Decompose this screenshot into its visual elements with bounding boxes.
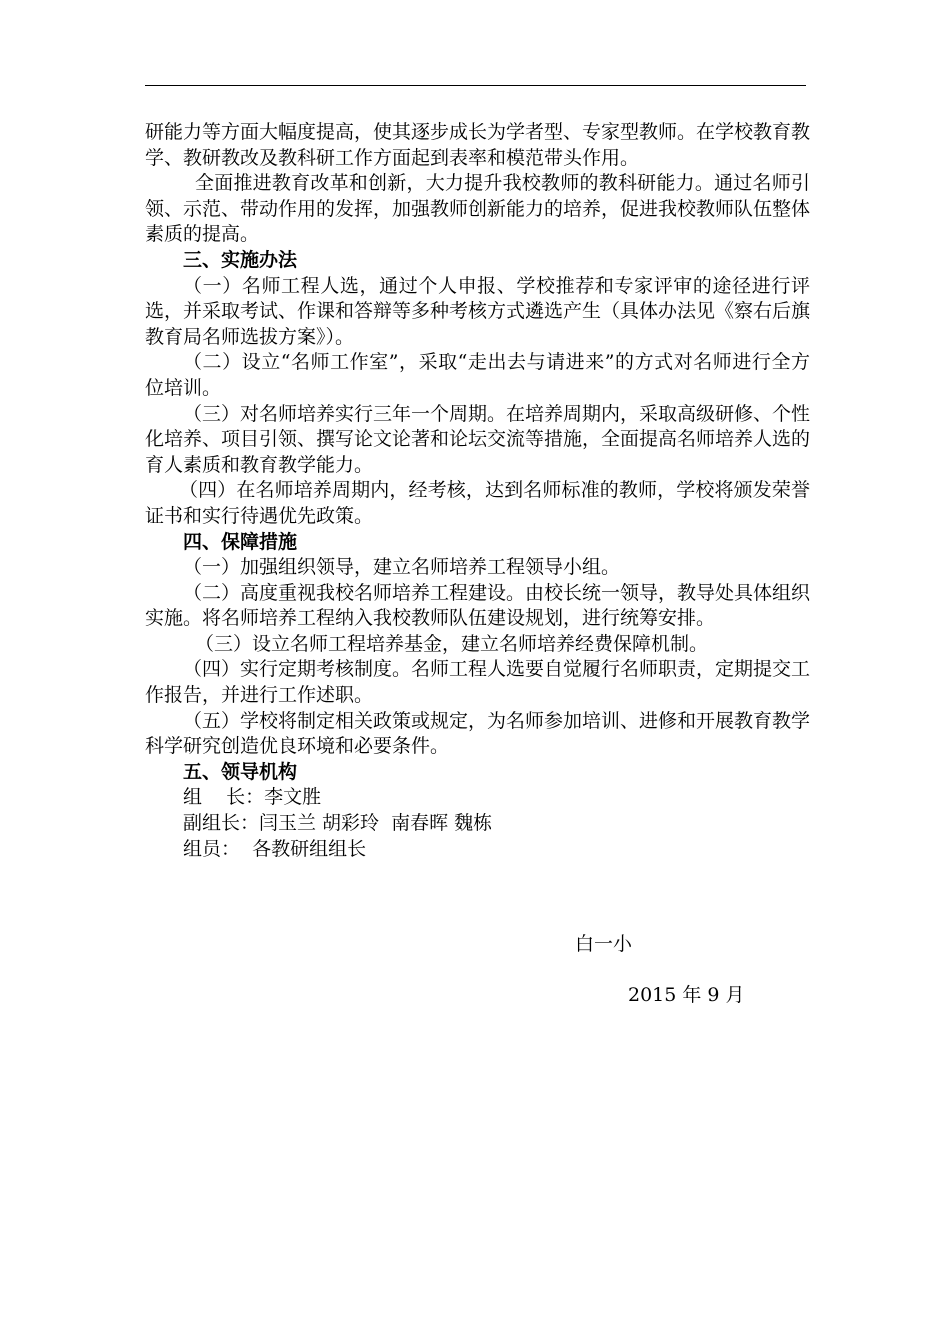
implementation-item-4: （四）在名师培养周期内，经考核，达到名师标准的教师，学校将颁发荣誉证书和实行待遇优先政策。	[145, 479, 810, 527]
safeguard-item-3: （三）设立名师工程培养基金，建立名师培养经费保障机制。	[195, 632, 709, 655]
header-rule	[145, 85, 806, 86]
paragraph-intro: 研能力等方面大幅度提高，使其逐步成长为学者型、专家型教师。在学校教育教学、教研教改及教科研工作方面起到表率和模范带头作用。	[145, 121, 811, 169]
paragraph-goal: 全面推进教育改革和创新，大力提升我校教师的教科研能力。通过名师引领、示范、带动作用的发挥，加强教师创新能力的培养，促进我校教师队伍整体素质的提高。	[145, 172, 811, 246]
safeguard-item-1: （一）加强组织领导，建立名师培养工程领导小组。	[183, 556, 621, 579]
safeguard-item-5: （五）学校将制定相关政策或规定，为名师参加培训、进修和开展教育教学科学研究创造优良环境和必要条件。	[145, 709, 811, 758]
leader-line: 组 长：李文胜	[183, 786, 322, 809]
safeguard-item-2: （二）高度重视我校名师培养工程建设。由校长统一领导，教导处具体组织实施。将名师培养工程纳入我校教师队伍建设规划，进行统筹安排。	[145, 581, 811, 630]
signature: 白一小	[575, 933, 633, 955]
safeguard-item-4: （四）实行定期考核制度。名师工程人选要自觉履行名师职责，定期提交工作报告，并进行工作述职。	[145, 658, 811, 707]
deputy-line: 副组长：闫玉兰 胡彩玲 南春晖 魏栋	[183, 812, 493, 835]
section-heading-leadership: 五、领导机构	[183, 760, 298, 783]
implementation-item-3: （三）对名师培养实行三年一个周期。在培养周期内，采取高级研修、个性化培养、项目引领、撰写论文论著和论坛交流等措施，全面提高名师培养人选的育人素质和教育教学能力。	[145, 402, 811, 476]
document-body	[145, 120, 810, 862]
section-heading-safeguards: 四、保障措施	[183, 530, 298, 553]
section-heading-implementation: 三、实施办法	[183, 248, 298, 271]
members-line: 组员： 各教研组组长	[183, 837, 367, 860]
date: 2015 年 9 月	[628, 984, 745, 1006]
implementation-item-1: （一）名师工程人选，通过个人申报、学校推荐和专家评审的途径进行评选，并采取考试、作课和答辩等多种考核方式遴选产生（具体办法见《察右后旗教育局名师选拔方案》）。	[145, 274, 811, 348]
implementation-item-2: （二）设立“名师工作室”，采取“走出去与请进来”的方式对名师进行全方位培训。	[145, 351, 810, 399]
